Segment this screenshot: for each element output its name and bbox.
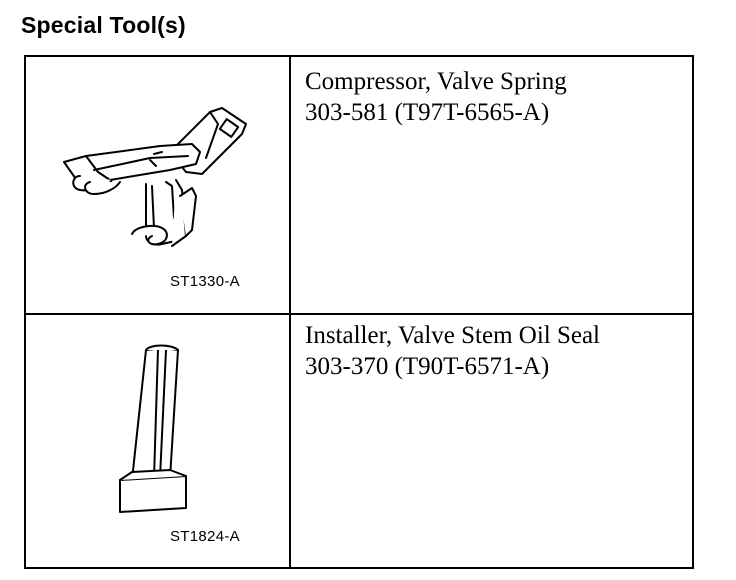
tool-image-code: ST1824-A [170,528,240,545]
table-border-right [692,55,694,569]
valve-spring-compressor-icon [50,100,260,260]
tool-number: 303-581 (T97T-6565-A) [305,99,550,126]
table-column-divider [289,55,291,569]
tool-name: Installer, Valve Stem Oil Seal [305,322,601,349]
table-border-left [24,55,26,569]
tool-number: 303-370 (T90T-6571-A) [305,353,550,380]
tool-name: Compressor, Valve Spring [305,68,567,95]
valve-stem-oil-seal-installer-icon [100,340,200,520]
table-row-divider [24,313,694,315]
table-border-top [24,55,694,57]
table-border-bottom [24,567,694,569]
page-title: Special Tool(s) [21,12,186,38]
tool-image-code: ST1330-A [170,273,240,290]
